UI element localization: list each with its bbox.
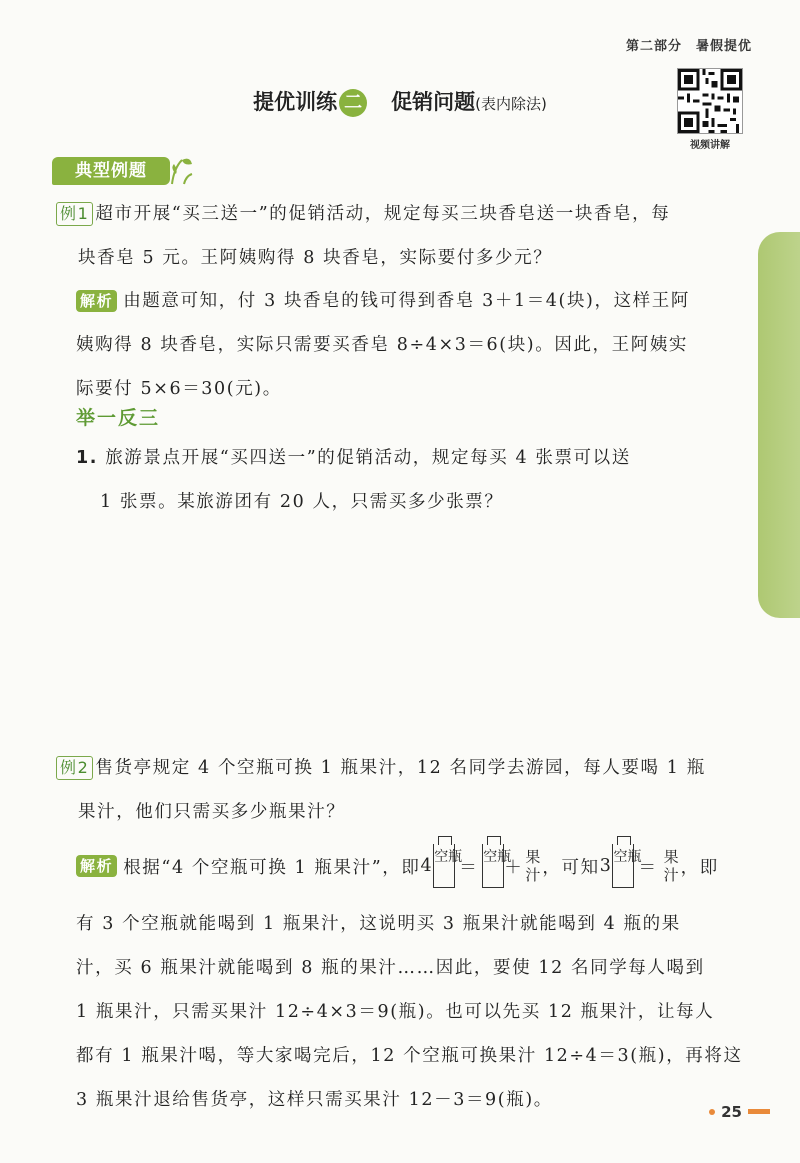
header-part: 第二部分: [625, 39, 682, 54]
page-bar-icon: [748, 1109, 770, 1114]
title-number-badge: 二: [339, 89, 367, 117]
question-number: 1.: [76, 448, 99, 468]
example-2-line: 例2 售货亭规定 4 个空瓶可换 1 瓶果汁，12 名同学去游园，每人要喝 1 瓶: [56, 746, 756, 790]
analysis-2-line: 1 瓶果汁，只需买果汁 12÷4×3＝9(瓶)。也可以先买 12 瓶果汁，让每人: [76, 1002, 715, 1022]
example-1-line: 例1 超市开展“买三送一”的促销活动，规定每买三块香皂送一块香皂，每: [56, 192, 756, 236]
page-title: [0, 86, 800, 117]
analysis-2-line: 3 瓶果汁退给售货亭，这样只需买果汁 12－3＝9(瓶)。: [76, 1090, 553, 1110]
page-dot-icon: [709, 1109, 715, 1115]
title-topic: 促销问题: [391, 90, 476, 114]
chapter-side-tab: [758, 232, 800, 618]
example-tag: 例1: [56, 202, 93, 226]
title-prefix: 提优训练: [253, 90, 338, 114]
analysis-1-line: 解析 由题意可知，付 3 块香皂的钱可得到香皂 3＋1＝4(块)，这样王阿: [76, 279, 748, 323]
analysis-1-line: 姨购得 8 块香皂，实际只需要买香皂 8÷4×3＝6(块)。因此，王阿姨实: [76, 335, 689, 355]
answer-area[interactable]: [76, 530, 748, 740]
analysis-tag: 解析: [76, 290, 117, 312]
analysis-2: [76, 902, 748, 1122]
bottle-icon: 空瓶: [433, 844, 455, 888]
bottle-icon: 空瓶: [482, 844, 504, 888]
example-2-line: 果汁，他们只需买多少瓶果汁？: [78, 802, 346, 822]
juice-label: 果 汁: [663, 848, 679, 884]
example-2: [56, 746, 756, 834]
running-header: [626, 35, 752, 54]
bottle-icon: 空瓶: [612, 844, 634, 888]
analysis-2-line: 都有 1 瓶果汁喝，等大家喝完后，12 个空瓶可换果汁 12÷4＝3(瓶)，再将这: [76, 1046, 743, 1066]
analysis-2-line: 有 3 个空瓶就能喝到 1 瓶果汁，这说明买 3 瓶果汁就能喝到 4 瓶的果: [76, 914, 681, 934]
leaf-decoration-icon: [168, 154, 196, 186]
practice-question-1: 1. 旅游景点开展“买四送一”的促销活动，规定每买 4 张票可以送 1 张票。某旅游团有 20 人，只需买多少张票？: [76, 448, 631, 512]
example-1: [56, 192, 756, 280]
analysis-2-equation: 解析 根据“4 个空瓶可换 1 瓶果汁”，即 4 空瓶 ＝ 空瓶 ＋ 果 汁 ，可知 3 空瓶 ＝ 果 汁 ，即: [76, 836, 719, 896]
page-number: 25: [709, 1103, 770, 1121]
juice-label: 果 汁: [525, 848, 541, 884]
analysis-2-line: 汁，买 6 瓶果汁就能喝到 8 瓶的果汁……因此，要使 12 名同学每人喝到: [76, 958, 705, 978]
analysis-tag: 解析: [76, 855, 117, 877]
example-tag: 例2: [56, 756, 93, 780]
section-label: 典型例题: [52, 157, 170, 185]
qr-caption: 视频讲解: [690, 140, 730, 151]
title-subtitle: (表内除法): [475, 95, 547, 113]
analysis-1: [76, 279, 748, 411]
example-1-line: 块香皂 5 元。王阿姨购得 8 块香皂，实际要付多少元？: [78, 248, 553, 268]
analysis-1-line: 际要付 5×6＝30(元)。: [76, 379, 282, 399]
practice-heading: 举一反三: [76, 407, 161, 429]
header-section: 暑假提优: [695, 39, 752, 54]
